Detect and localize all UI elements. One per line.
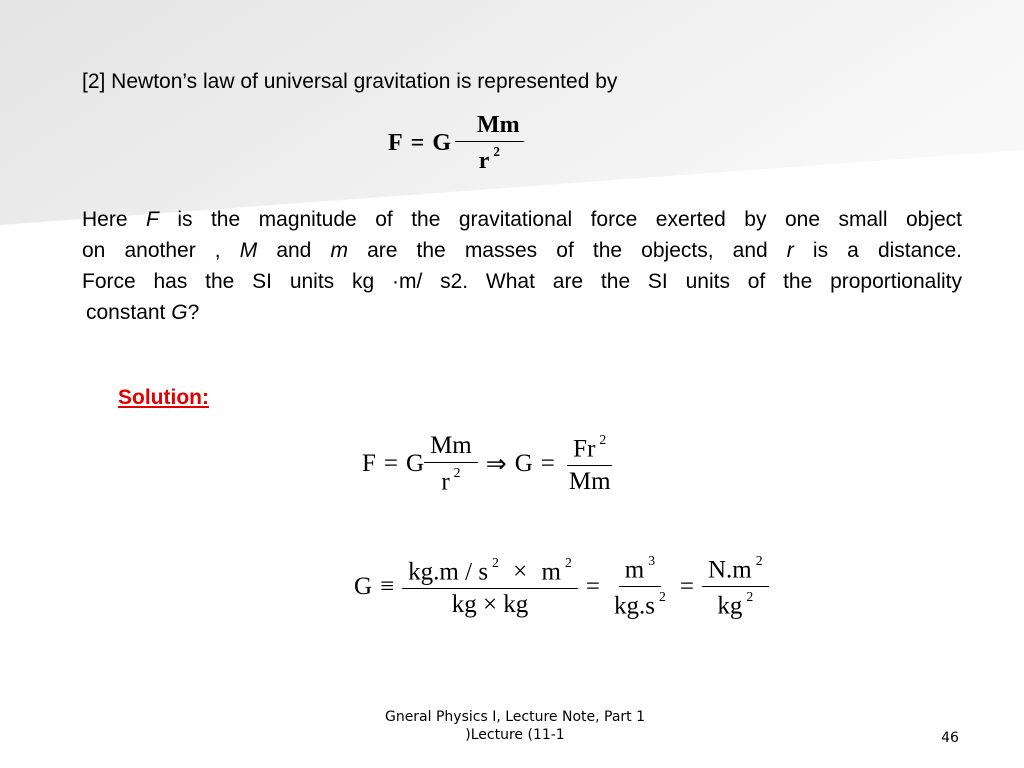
problem-line4-b: ? [187,301,200,324]
formula1-lhs: F [388,129,403,156]
formula2-num1: Mm [424,432,478,463]
formula2-den2: Mm [568,468,611,496]
formula3-G: G [354,572,373,600]
formula1-den-exp: 2 [493,144,500,159]
formula3-fraction-2 [608,553,672,621]
footer-caption [340,708,690,744]
formula-newton-gravitation [388,112,524,175]
var-r: r [786,239,794,262]
var-F: F [146,208,159,231]
problem-line3: Force has the SI units kg ·m/ s2. What are the SI units of the proportionality [82,270,962,293]
footer-line-2: )Lecture (11-1 [465,727,565,743]
formula3-equals-1: = [585,572,600,600]
formula-solve-for-g [362,432,617,496]
times-icon: × [513,558,528,586]
formula3-num1-a: kg.m / s [408,558,489,586]
problem-line2-a: on another , [82,239,240,262]
formula2-num2-exp: 2 [599,432,607,447]
formula2-G2: G [514,450,533,478]
formula1-numerator: Mm [455,112,524,142]
footer-line-1: Gneral Physics I, Lecture Note, Part 1 [384,709,646,725]
formula2-den1-exp: 2 [453,465,461,480]
formula2-fraction-2 [563,432,617,496]
formula3-equals-2: = [679,572,694,600]
var-G: G [171,301,188,324]
formula3-num3-exp: 2 [755,553,763,568]
formula3-num1-b-exp: 2 [564,554,572,570]
solution-heading: Solution: [118,386,209,409]
page-number: 46 [941,730,959,746]
problem-line-3 [82,266,962,297]
implies-arrow-icon: ⇒ [485,451,507,479]
formula1-equals: = [410,129,425,156]
formula1-fraction [455,112,524,175]
formula3-num3-base: N.m [707,556,752,584]
problem-line-1 [82,204,962,235]
formula3-den1: kg × kg [451,591,529,619]
formula3-num1-a-exp: 2 [492,554,499,570]
problem-line-2 [82,235,962,266]
formula1-g: G [432,129,452,156]
formula3-num1-b: m [541,558,561,586]
formula3-fraction-1 [402,555,578,619]
formula2-num2-base: Fr [573,435,596,463]
formula3-den2-exp: 2 [658,589,666,605]
formula2-equals-2: = [540,450,555,478]
intro-text [82,66,617,97]
intro-label: [2] Newton’s law of universal gravitation is represented by [82,70,618,93]
problem-line2-c: are the masses of the objects, and [347,239,787,262]
problem-line1-a: Here [82,208,147,231]
formula3-num2-base: m [624,556,645,584]
formula3-fraction-3 [702,553,769,621]
formula2-equals-1: = [383,450,399,478]
formula3-den3-exp: 2 [746,589,754,605]
formula1-den-base: r [478,147,490,174]
formula3-den3-base: kg [717,592,743,620]
formula1-denominator [473,142,506,175]
problem-paragraph [82,204,962,328]
formula2-fraction-1 [424,432,478,496]
problem-line-4 [82,297,962,328]
formula2-G1: G [406,450,425,478]
var-M: M [239,239,258,262]
problem-line4-a: constant [86,301,172,324]
formula3-den2-base: kg.s [613,592,655,620]
formula-units-of-g [354,553,769,621]
equivalent-icon: ≡ [380,572,395,600]
formula3-num2-exp: 3 [648,553,656,568]
var-m: m [330,239,348,262]
problem-line1-b: is the magnitude of the gravitational force exerted by one small object [158,208,963,231]
formula2-den1-base: r [441,468,450,496]
problem-line2-d: is a distance. [793,239,962,262]
problem-line2-b: and [257,239,331,262]
formula2-F: F [362,450,376,478]
